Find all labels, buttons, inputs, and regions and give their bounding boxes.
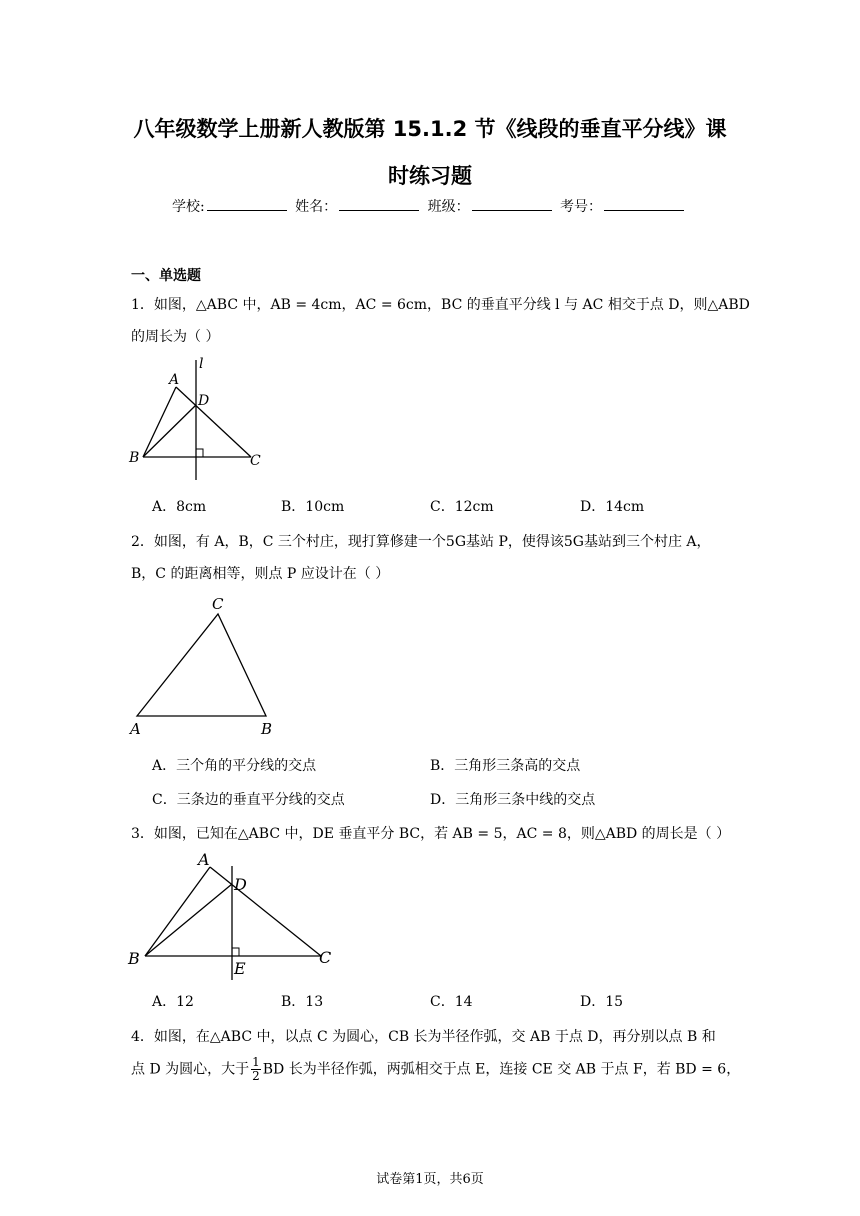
q3-figure bbox=[126, 848, 346, 983]
q1-option-a[interactable]: A．8cm bbox=[152, 499, 207, 515]
student-info bbox=[0, 196, 860, 216]
q1-label-d: D bbox=[198, 393, 210, 409]
q1-label-b: B bbox=[129, 450, 140, 466]
q4-text-line-1: 4．如图，在△ABC 中，以点 C 为圆心，CB 长为半径作弧，交 AB 于点 D，再分别以点 B 和 bbox=[131, 1029, 716, 1045]
q4-frac-numerator: 1 bbox=[252, 1055, 260, 1069]
q3-text-line-1: 3．如图，已知在△ABC 中，DE 垂直平分 BC，若 AB = 5，AC = 8，则△ABD 的周长是（ ） bbox=[131, 826, 731, 842]
q3-option-a[interactable]: A．12 bbox=[152, 994, 194, 1010]
name-blank[interactable] bbox=[339, 196, 419, 211]
q4-fraction bbox=[251, 1056, 261, 1083]
q3-label-b: B bbox=[128, 949, 140, 968]
q2-option-a[interactable]: A．三个角的平分线的交点 bbox=[152, 758, 317, 774]
q1-label-c: C bbox=[250, 453, 261, 469]
exam-no-label: 考号： bbox=[560, 199, 603, 215]
page-footer: 试卷第1页，共6页 bbox=[376, 1172, 484, 1187]
class-blank[interactable] bbox=[472, 196, 552, 211]
q3-option-c[interactable]: C．14 bbox=[430, 994, 473, 1010]
q3-label-c: C bbox=[319, 948, 332, 967]
q2-option-c[interactable]: C．三条边的垂直平分线的交点 bbox=[152, 792, 345, 808]
q1-option-d[interactable]: D．14cm bbox=[580, 499, 645, 515]
q1-option-b[interactable]: B．10cm bbox=[281, 499, 345, 515]
q3-option-d[interactable]: D．15 bbox=[580, 994, 624, 1010]
q2-figure bbox=[126, 592, 286, 742]
title-line-2: 时练习题 bbox=[388, 164, 472, 188]
q3-label-d: D bbox=[234, 875, 247, 894]
q3-option-b[interactable]: B．13 bbox=[281, 994, 324, 1010]
q4-text-part-b: BD 长为半径作弧，两弧相交于点 E，连接 CE 交 AB 于点 F，若 BD = 6， bbox=[262, 1061, 741, 1078]
title-line-1: 八年级数学上册新人教版第 15.1.2 节《线段的垂直平分线》课 bbox=[133, 117, 727, 141]
school-label: 学校: bbox=[171, 199, 205, 215]
q2-option-b[interactable]: B．三角形三条高的交点 bbox=[430, 758, 581, 774]
q4-text-line-2 bbox=[131, 1055, 741, 1083]
class-label: 班级： bbox=[427, 199, 470, 215]
q4-frac-denominator: 2 bbox=[252, 1069, 260, 1083]
q1-text-line-2: 的周长为（ ） bbox=[131, 329, 220, 345]
q1-label-l: l bbox=[199, 356, 204, 372]
school-blank[interactable] bbox=[207, 196, 287, 211]
q1-label-a: A bbox=[169, 372, 180, 388]
q2-label-c: C bbox=[212, 595, 224, 613]
q1-figure bbox=[126, 352, 276, 484]
name-label: 姓名： bbox=[295, 199, 338, 215]
q3-label-a: A bbox=[198, 850, 210, 869]
q1-option-c[interactable]: C．12cm bbox=[430, 499, 494, 515]
q2-text-line-2: B，C 的距离相等，则点 P 应设计在（ ） bbox=[131, 566, 390, 582]
section-heading: 一、单选题 bbox=[131, 268, 201, 284]
q2-option-d[interactable]: D．三角形三条中线的交点 bbox=[430, 792, 596, 808]
q2-label-a: A bbox=[130, 720, 141, 738]
q2-text-line-1: 2．如图，有 A，B，C 三个村庄，现打算修建一个5G基站 P，使得该5G基站到三个村庄 A， bbox=[131, 534, 711, 550]
q4-text-part-a: 点 D 为圆心，大于 bbox=[131, 1061, 250, 1078]
q1-text-line-1: 1．如图，△ABC 中，AB = 4cm，AC = 6cm，BC 的垂直平分线 l 与 AC 相交于点 D，则△ABD bbox=[131, 297, 750, 313]
exam-no-blank[interactable] bbox=[604, 196, 684, 211]
q3-label-e: E bbox=[234, 959, 246, 978]
q2-label-b: B bbox=[261, 720, 273, 738]
